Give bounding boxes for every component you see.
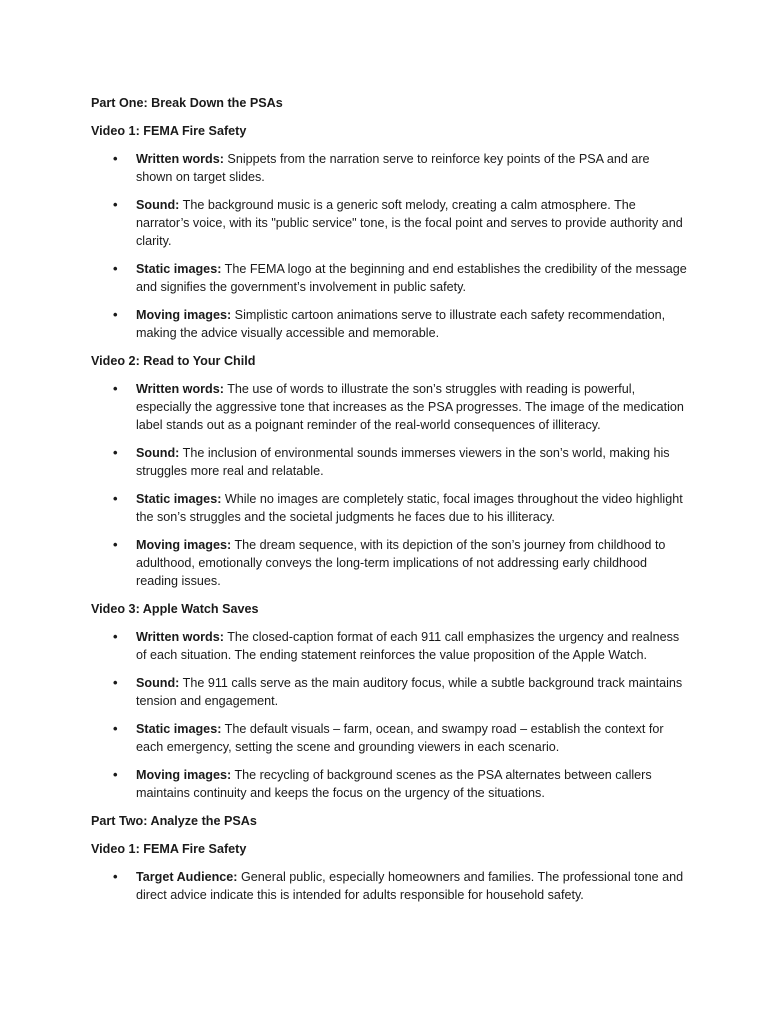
bullet-label: Written words: [136, 630, 224, 644]
bullet-item [91, 868, 688, 904]
bullet-text: The dream sequence, with its depiction of the son’s journey from childhood to adulthood, emotionally conveys the long-term implications of not addressing early childhood reading issues. [136, 538, 666, 588]
bullet-text: The inclusion of environmental sounds immerses viewers in the son’s world, making his struggles more real and relatable. [136, 446, 670, 478]
bullet-item [91, 306, 688, 342]
bullet-text: While no images are completely static, focal images throughout the video highlight the son’s struggles and the societal judgments he faces due to his illiteracy. [136, 492, 683, 524]
bullet-item [91, 150, 688, 186]
bullet-text: The default visuals – farm, ocean, and swampy road – establish the context for each emergency, setting the scene and grounding viewers in each scenario. [136, 722, 664, 754]
video-3-bullet-list [91, 628, 688, 802]
bullet-label: Static images: [136, 722, 222, 736]
video-2-bullet-list [91, 380, 688, 590]
bullet-item [91, 196, 688, 250]
bullet-text: Simplistic cartoon animations serve to illustrate each safety recommendation, making the advice visually accessible and memorable. [136, 308, 666, 340]
bullet-label: Static images: [136, 262, 222, 276]
bullet-text: The closed-caption format of each 911 call emphasizes the urgency and realness of each situation. The ending statement reinforces the value proposition of the Apple Watch. [136, 630, 680, 662]
bullet-item [91, 444, 688, 480]
bullet-text: The FEMA logo at the beginning and end establishes the credibility of the message and signifies the government’s involvement in public safety. [136, 262, 687, 294]
bullet-label: Sound: [136, 676, 180, 690]
part-one-heading: Part One: Break Down the PSAs [91, 96, 283, 110]
bullet-item [91, 380, 688, 434]
bullet-item [91, 490, 688, 526]
bullet-item [91, 720, 688, 756]
bullet-label: Static images: [136, 492, 222, 506]
bullet-item [91, 536, 688, 590]
bullet-text: The background music is a generic soft melody, creating a calm atmosphere. The narrator’s voice, with its "public service" tone, is the focal point and serves to provide authority and clarity. [136, 198, 683, 248]
video-1-bullet-list [91, 150, 688, 342]
bullet-item [91, 766, 688, 802]
bullet-item [91, 674, 688, 710]
bullet-label: Moving images: [136, 538, 232, 552]
bullet-label: Written words: [136, 382, 224, 396]
video-3-heading: Video 3: Apple Watch Saves [91, 602, 259, 616]
bullet-text: General public, especially homeowners and families. The professional tone and direct advice indicate this is intended for adults responsible for household safety. [136, 870, 684, 902]
bullet-label: Moving images: [136, 768, 232, 782]
video-1-heading: Video 1: FEMA Fire Safety [91, 124, 247, 138]
video-2-heading: Video 2: Read to Your Child [91, 354, 256, 368]
bullet-text: Snippets from the narration serve to reinforce key points of the PSA and are shown on target slides. [136, 152, 650, 184]
part-two-video-1-heading: Video 1: FEMA Fire Safety [91, 842, 247, 856]
part-two-heading: Part Two: Analyze the PSAs [91, 814, 257, 828]
part-two-video-1-bullet-list [91, 868, 688, 904]
bullet-item [91, 260, 688, 296]
bullet-label: Written words: [136, 152, 224, 166]
bullet-item [91, 628, 688, 664]
bullet-label: Sound: [136, 446, 180, 460]
bullet-text: The 911 calls serve as the main auditory focus, while a subtle background track maintains tension and engagement. [136, 676, 683, 708]
bullet-label: Moving images: [136, 308, 232, 322]
bullet-text: The use of words to illustrate the son’s struggles with reading is powerful, especially the aggressive tone that increases as the PSA progresses. The image of the medication label stands out as a poignant reminder of the real-world consequences of illiteracy. [136, 382, 684, 432]
bullet-label: Sound: [136, 198, 180, 212]
bullet-label: Target Audience: [136, 870, 238, 884]
bullet-text: The recycling of background scenes as the PSA alternates between callers maintains continuity and keeps the focus on the urgency of the situations. [136, 768, 652, 800]
